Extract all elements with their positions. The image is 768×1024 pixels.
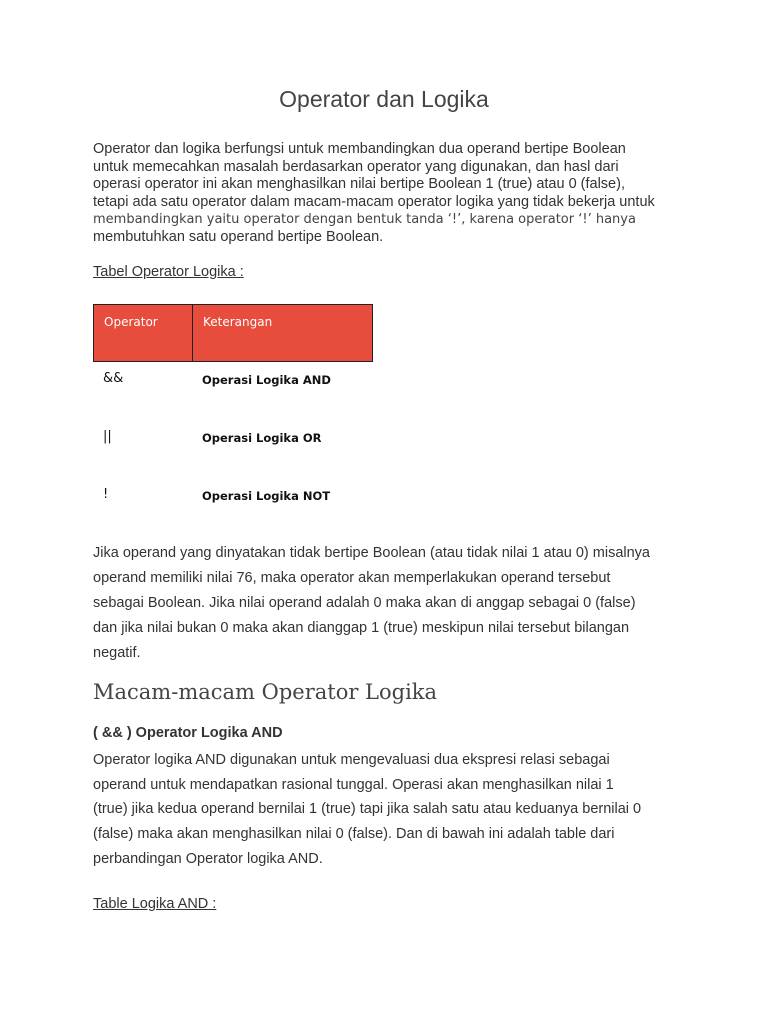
- operator-table-caption: Tabel Operator Logika :: [93, 264, 244, 280]
- table-row: [93, 362, 373, 420]
- page-title: Operator dan Logika: [279, 86, 489, 112]
- operator-table: [93, 304, 373, 536]
- header-keterangan: Keterangan: [203, 315, 273, 329]
- paragraph-line: perbandingan Operator logika AND.: [93, 850, 323, 867]
- paragraph-line: (true) jika kedua operand bernilai 1 (true) tapi jika salah satu atau keduanya bernilai 0: [93, 801, 642, 818]
- paragraph-line: Operator logika AND digunakan untuk mengevaluasi dua ekspresi relasi sebagai: [93, 752, 610, 768]
- paragraph-line: operand untuk mendapatkan rasional tunggal. Operasi akan menghasilkan nilai 1: [93, 776, 614, 793]
- operator-description: Operasi Logika AND: [202, 373, 331, 387]
- intro-line: tetapi ada satu operator dalam macam-macam operator logika yang tidak bekerja untuk: [93, 193, 655, 210]
- intro-line: untuk memecahkan masalah berdasarkan operator yang digunakan, dan hasl dari: [93, 158, 619, 175]
- intro-line: membandingkan yaitu operator dengan bentuk tanda ‘!’, karena operator ‘!’ hanya: [93, 212, 636, 227]
- paragraph-line: sebagai Boolean. Jika nilai operand adalah 0 maka akan di anggap sebagai 0 (false): [93, 595, 636, 611]
- operator-table-header: [93, 304, 373, 362]
- operator-symbol: ||: [103, 429, 112, 444]
- table-row: [93, 478, 373, 536]
- operator-description: Operasi Logika NOT: [202, 489, 331, 503]
- section-heading: Macam-macam Operator Logika: [93, 680, 438, 704]
- intro-line: Operator dan logika berfungsi untuk membandingkan dua operand bertipe Boolean: [93, 141, 626, 157]
- operator-symbol: &&: [103, 371, 124, 386]
- intro-line: membutuhkan satu operand bertipe Boolean.: [93, 228, 384, 245]
- paragraph-line: dan jika nilai bukan 0 maka akan dianggap 1 (true) meskipun nilai tersebut bilangan: [93, 620, 630, 636]
- and-table-caption: Table Logika AND :: [93, 896, 217, 912]
- paragraph-line: operand memiliki nilai 76, maka operator akan memperlakukan operand tersebut: [93, 570, 611, 586]
- subsection-heading: ( && ) Operator Logika AND: [93, 725, 283, 741]
- operator-symbol: !: [103, 487, 109, 502]
- paragraph-line: negatif.: [93, 645, 141, 661]
- intro-paragraph: [93, 141, 683, 246]
- intro-line: operasi operator ini akan menghasilkan nilai bertipe Boolean 1 (true) atau 0 (false),: [93, 176, 625, 192]
- boolean-explanation-paragraph: [93, 541, 683, 666]
- operator-description: Operasi Logika OR: [202, 431, 322, 445]
- table-row: [93, 420, 373, 478]
- and-operator-paragraph: [93, 748, 683, 872]
- paragraph-line: (false) maka akan menghasilkan nilai 0 (false). Dan di bawah ini adalah table dari: [93, 826, 615, 843]
- header-operator: Operator: [94, 305, 193, 361]
- paragraph-line: Jika operand yang dinyatakan tidak bertipe Boolean (atau tidak nilai 1 atau 0) misalnya: [93, 545, 650, 561]
